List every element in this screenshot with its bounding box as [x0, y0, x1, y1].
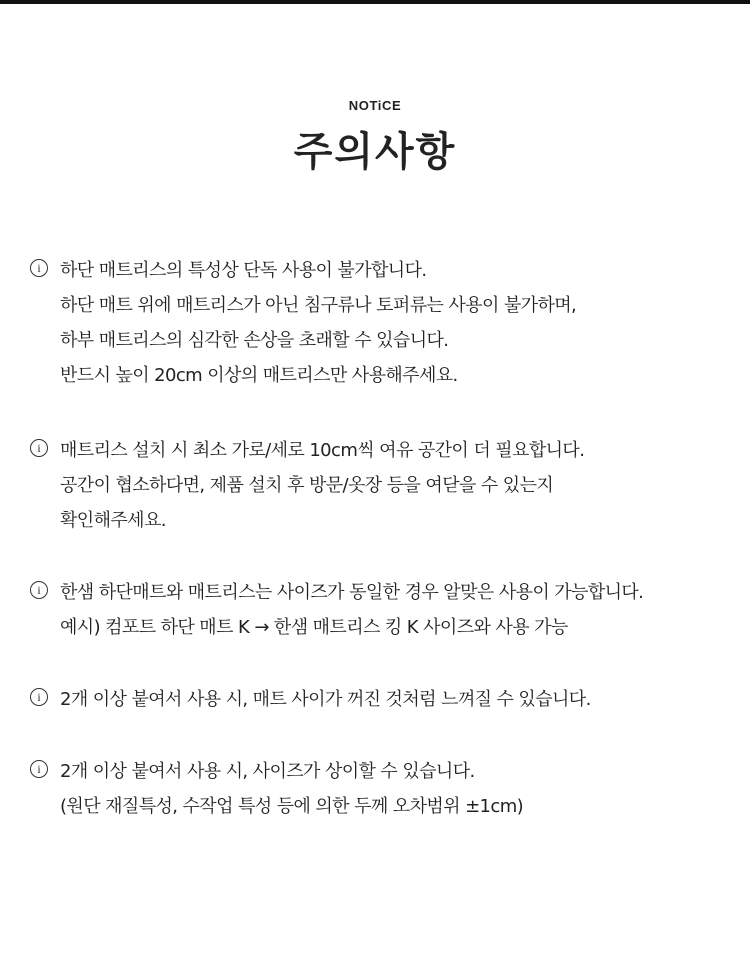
notice-line: 2개 이상 붙여서 사용 시, 사이즈가 상이할 수 있습니다.: [60, 761, 475, 782]
notice-text: [60, 253, 730, 393]
notice-line: 예시) 컴포트 하단 매트 K → 한샘 매트리스 킹 K 사이즈와 사용 가능: [60, 617, 568, 638]
page-title: 주의사항: [293, 129, 457, 175]
notice-line: 한샘 하단매트와 매트리스는 사이즈가 동일한 경우 알맞은 사용이 가능합니다.: [60, 582, 644, 603]
info-icon: i: [30, 259, 48, 277]
notice-text: [60, 754, 730, 824]
notice-line: 하단 매트리스의 특성상 단독 사용이 불가합니다.: [60, 260, 427, 281]
notice-line: 하단 매트 위에 매트리스가 아닌 침구류나 토퍼류는 사용이 불가하며,: [60, 295, 577, 316]
notice-line: 확인해주세요.: [60, 510, 166, 531]
info-icon: i: [30, 688, 48, 706]
notice-line: (원단 재질특성, 수작업 특성 등에 의한 두께 오차범위 ±1cm): [60, 796, 524, 817]
notice-text: [60, 433, 730, 538]
notice-text: [60, 575, 730, 645]
notice-line: 반드시 높이 20cm 이상의 매트리스만 사용해주세요.: [60, 365, 458, 386]
info-icon: i: [30, 760, 48, 778]
notice-line: 하부 매트리스의 심각한 손상을 초래할 수 있습니다.: [60, 330, 449, 351]
info-icon: i: [30, 581, 48, 599]
notice-line: 매트리스 설치 시 최소 가로/세로 10cm씩 여유 공간이 더 필요합니다.: [60, 440, 585, 461]
notice-text: [60, 682, 730, 717]
notice-eyebrow: NOTiCE: [348, 98, 402, 113]
info-icon: i: [30, 439, 48, 457]
notice-line: 2개 이상 붙여서 사용 시, 매트 사이가 꺼진 것처럼 느껴질 수 있습니다.: [60, 689, 591, 710]
notice-line: 공간이 협소하다면, 제품 설치 후 방문/옷장 등을 여닫을 수 있는지: [60, 475, 554, 496]
